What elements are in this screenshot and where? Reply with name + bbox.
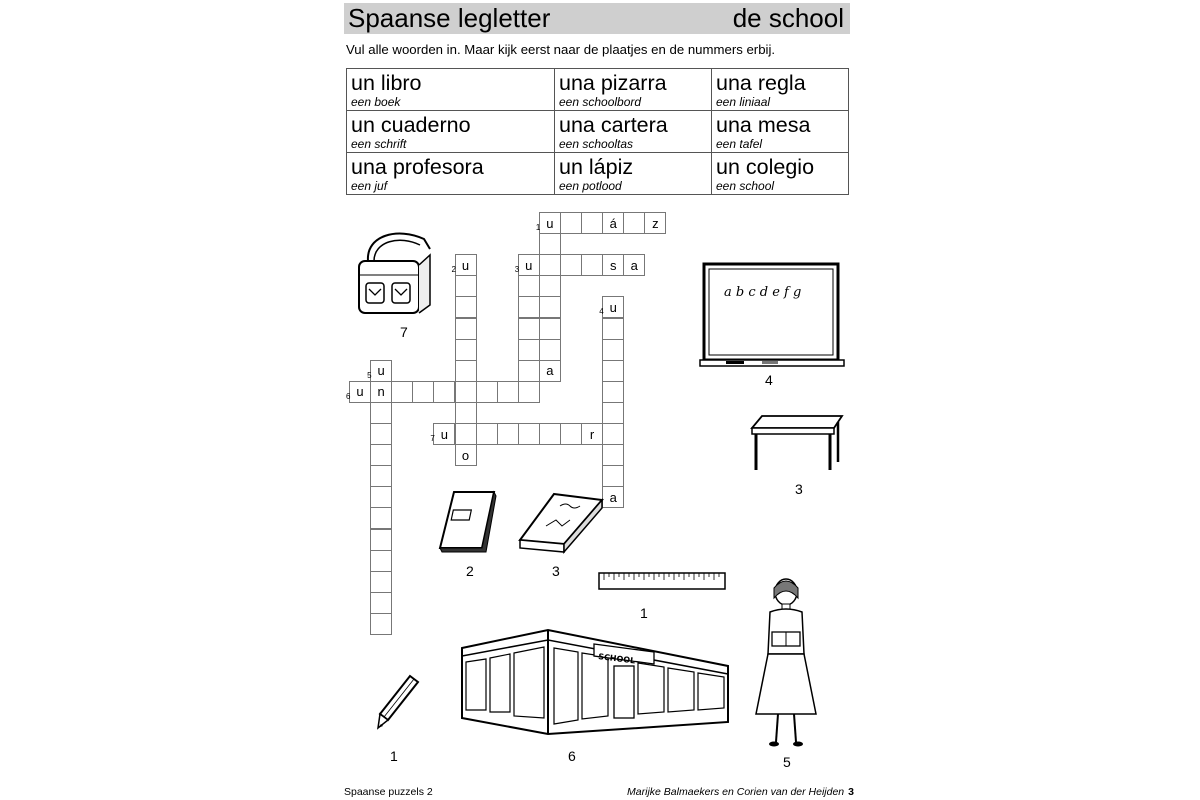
- crossword-cell[interactable]: [539, 339, 561, 361]
- pencil-number: 1: [390, 748, 398, 764]
- vocab-cell: [347, 153, 555, 195]
- board-text: a b c d e f g: [724, 285, 802, 300]
- crossword-cell[interactable]: u: [455, 254, 477, 276]
- crossword-cell[interactable]: [455, 360, 477, 382]
- crossword-cell[interactable]: [539, 275, 561, 297]
- crossword-cell[interactable]: [370, 465, 392, 487]
- book-icon: [516, 490, 604, 554]
- spanish-word: una mesa: [716, 113, 811, 137]
- table-number: 3: [795, 481, 803, 497]
- dutch-word: een liniaal: [716, 95, 771, 109]
- school-building-icon: [458, 626, 736, 738]
- crossword-cell[interactable]: u: [602, 296, 624, 318]
- crossword-cell[interactable]: [602, 318, 624, 340]
- dutch-word: een school: [716, 179, 775, 193]
- crossword-cell[interactable]: [370, 571, 392, 593]
- crossword-cell[interactable]: [560, 254, 582, 276]
- crossword-cell[interactable]: [412, 381, 434, 403]
- clue-number: 1: [535, 223, 541, 232]
- clue-number: 6: [346, 391, 351, 401]
- dutch-word: een schoolbord: [559, 95, 642, 109]
- notebook-icon: [436, 488, 498, 554]
- page-title: Spaanse legletter: [348, 3, 551, 33]
- crossword-cell[interactable]: [370, 550, 392, 572]
- crossword-cell[interactable]: [455, 275, 477, 297]
- footer-left: Spaanse puzzels 2: [344, 786, 433, 798]
- spanish-word: un libro: [351, 71, 422, 95]
- vocabulary-table: [346, 68, 849, 195]
- crossword-cell[interactable]: [518, 339, 540, 361]
- crossword-cell[interactable]: [455, 423, 477, 445]
- clue-number: 3: [514, 265, 520, 275]
- crossword-cell[interactable]: [560, 212, 582, 234]
- crossword-cell[interactable]: [455, 339, 477, 361]
- crossword-cell[interactable]: [602, 444, 624, 466]
- crossword-cell[interactable]: [602, 423, 624, 445]
- spanish-word: una pizarra: [559, 71, 667, 95]
- vocab-row: [347, 153, 849, 195]
- crossword-cell[interactable]: [476, 381, 498, 403]
- crossword-cell[interactable]: n: [370, 381, 392, 403]
- instruction-text: Vul alle woorden in. Maar kijk eerst naar de plaatjes en de nummers erbij.: [346, 42, 776, 57]
- crossword-cell[interactable]: [539, 423, 561, 445]
- pencil-icon: [374, 672, 422, 732]
- clue-number: 4: [599, 307, 604, 317]
- crossword-cell[interactable]: [455, 402, 477, 424]
- crossword-cell[interactable]: u: [433, 423, 455, 445]
- crossword-cell[interactable]: [539, 233, 561, 255]
- crossword-cell[interactable]: [370, 444, 392, 466]
- crossword-cell[interactable]: a: [539, 360, 561, 382]
- crossword-cell[interactable]: [370, 507, 392, 529]
- crossword-cell[interactable]: z: [644, 212, 666, 234]
- notebook-number: 2: [466, 563, 474, 579]
- page-topic: de school: [732, 3, 844, 33]
- crossword-cell[interactable]: [455, 381, 477, 403]
- spanish-word: un colegio: [716, 155, 815, 179]
- spanish-word: una cartera: [559, 113, 668, 137]
- crossword-cell[interactable]: u: [349, 381, 371, 403]
- chalkboard-icon: [698, 262, 846, 370]
- dutch-word: een schrift: [351, 137, 407, 151]
- crossword-cell[interactable]: [497, 381, 519, 403]
- crossword-cell[interactable]: a: [602, 486, 624, 508]
- bag-number: 7: [400, 324, 408, 340]
- title-bar: [344, 3, 850, 34]
- footer-right: [627, 786, 854, 798]
- crossword-cell[interactable]: [518, 381, 540, 403]
- clue-number: 7: [430, 434, 435, 443]
- crossword-cell[interactable]: a: [623, 254, 645, 276]
- crossword-cell[interactable]: [518, 275, 540, 297]
- dutch-word: een tafel: [716, 137, 763, 151]
- ruler-icon: [598, 572, 726, 592]
- teacher-icon: [750, 574, 820, 750]
- vocab-row: [347, 111, 849, 153]
- crossword-cell[interactable]: r: [581, 423, 603, 445]
- crossword-cell[interactable]: [602, 402, 624, 424]
- crossword-cell[interactable]: [370, 592, 392, 614]
- page-number: 3: [848, 786, 854, 798]
- school-bag-icon: [354, 225, 436, 319]
- clue-number: 5: [367, 370, 372, 380]
- dutch-word: een schooltas: [559, 137, 634, 151]
- dutch-word: een potlood: [559, 179, 622, 193]
- school-number: 6: [568, 748, 576, 764]
- vocab-cell: [712, 111, 849, 153]
- clue-number: 2: [451, 265, 456, 275]
- ruler-number: 1: [640, 605, 648, 621]
- crossword-cell[interactable]: [455, 318, 477, 340]
- crossword-cell[interactable]: [370, 402, 392, 424]
- crossword-cell[interactable]: [581, 254, 603, 276]
- crossword-cell[interactable]: [518, 360, 540, 382]
- vocab-cell: [555, 69, 712, 111]
- crossword-cell[interactable]: [518, 423, 540, 445]
- crossword-cell[interactable]: [539, 254, 561, 276]
- spanish-word: un lápiz: [559, 155, 634, 179]
- crossword-cell[interactable]: [602, 360, 624, 382]
- spanish-word: un cuaderno: [351, 113, 471, 137]
- footer-authors: Marijke Balmaekers en Corien van der Heijden: [627, 786, 845, 798]
- vocab-cell: [555, 153, 712, 195]
- dutch-word: een juf: [351, 179, 388, 193]
- vocab-row: [347, 69, 849, 111]
- spanish-word: una profesora: [351, 155, 484, 179]
- crossword-cell[interactable]: [391, 381, 413, 403]
- crossword-cell[interactable]: [623, 212, 645, 234]
- crossword-cell[interactable]: [518, 296, 540, 318]
- crossword-cell[interactable]: [539, 318, 561, 340]
- crossword-cell[interactable]: o: [455, 444, 477, 466]
- crossword-cell[interactable]: [581, 212, 603, 234]
- board-number: 4: [765, 372, 773, 388]
- crossword-cell[interactable]: s: [602, 254, 624, 276]
- crossword-cell[interactable]: á: [602, 212, 624, 234]
- crossword-cell[interactable]: [455, 296, 477, 318]
- crossword-cell[interactable]: [433, 381, 455, 403]
- crossword-cell[interactable]: [370, 529, 392, 551]
- dutch-word: een boek: [351, 95, 401, 109]
- teacher-number: 5: [783, 754, 791, 770]
- book-number: 3: [552, 563, 560, 579]
- crossword-cell[interactable]: [602, 465, 624, 487]
- vocab-cell: [712, 153, 849, 195]
- crossword-cell[interactable]: [370, 423, 392, 445]
- vocab-cell: [712, 69, 849, 111]
- vocab-cell: [555, 111, 712, 153]
- crossword-cell[interactable]: [370, 486, 392, 508]
- crossword-cell[interactable]: [497, 423, 519, 445]
- crossword-cell[interactable]: [560, 423, 582, 445]
- vocab-cell: [347, 111, 555, 153]
- crossword-cell[interactable]: [602, 339, 624, 361]
- crossword-cell[interactable]: [476, 423, 498, 445]
- vocab-cell: [347, 69, 555, 111]
- crossword-cell[interactable]: [370, 613, 392, 635]
- school-sign-text: SCHOOL: [597, 652, 636, 666]
- crossword-cell[interactable]: u: [539, 212, 561, 234]
- crossword-cell[interactable]: u: [518, 254, 540, 276]
- spanish-word: una regla: [716, 71, 806, 95]
- crossword-cell[interactable]: [602, 381, 624, 403]
- crossword-cell[interactable]: [539, 296, 561, 318]
- crossword-cell[interactable]: [518, 318, 540, 340]
- crossword-cell[interactable]: u: [370, 360, 392, 382]
- table-icon: [748, 412, 846, 474]
